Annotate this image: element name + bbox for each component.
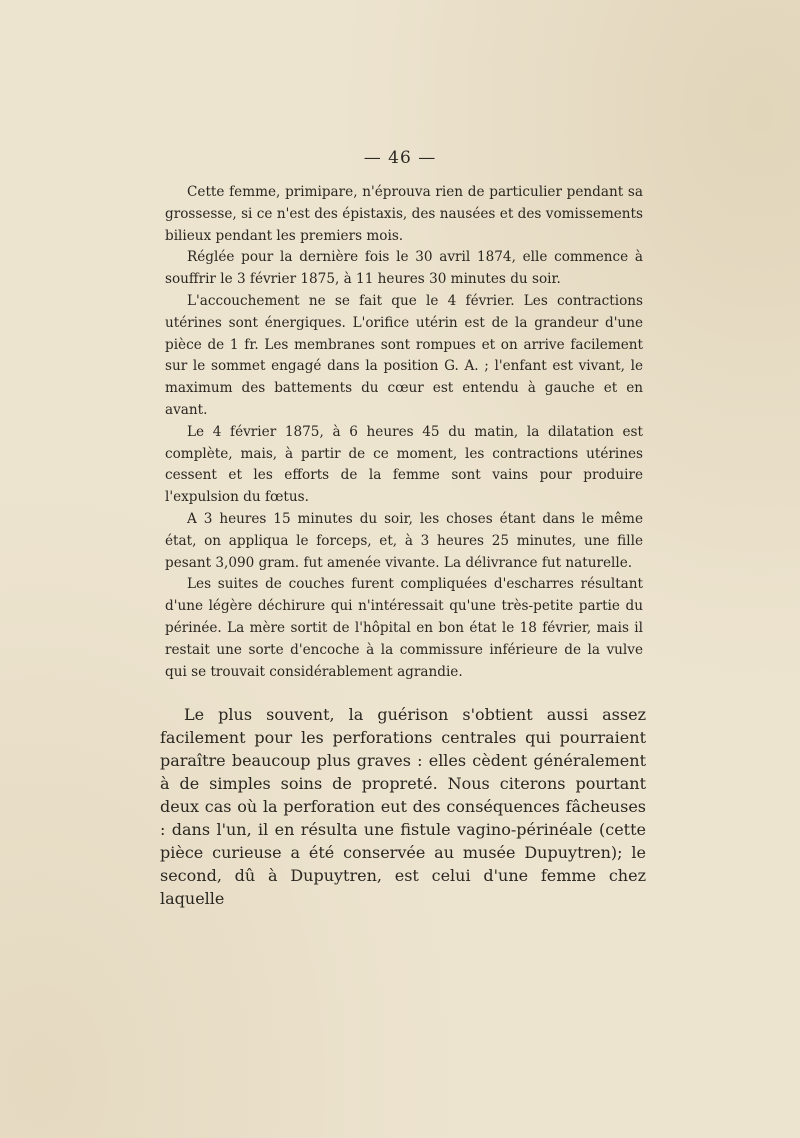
- paragraph: Le 4 février 1875, à 6 heures 45 du matin, la dilatation est complète, mais, à partir de ce moment, les contractions utérines cessent et les efforts de la femme sont vains pour produire l'expulsion du fœtus.: [165, 423, 643, 506]
- paragraph: L'accouchement ne se fait que le 4 février. Les contractions utérines sont énergiques. L'orifice utérin est de la grandeur d'une pièce de 1 fr. Les membranes sont rompues et on arrive facilement sur le sommet engagé dans la position G. A. ; l'enfant est vivant, le maximum des battements du cœur est entendu à gauche et en avant.: [165, 292, 643, 418]
- paragraph: Cette femme, primipare, n'éprouva rien de particulier pendant sa grossesse, si ce n'est des épistaxis, des nausées et des vomissements bilieux pendant les premiers mois.: [165, 184, 643, 244]
- page-number: — 46 —: [363, 148, 437, 168]
- paragraph: Réglée pour la dernière fois le 30 avril 1874, elle commence à souffrir le 3 février 1875, à 11 heures 30 minutes du soir.: [165, 249, 643, 288]
- main-text: [160, 703, 646, 910]
- paragraph: Les suites de couches furent compliquées d'escharres résultant d'une légère déchirure qui n'intéressait qu'une très-petite partie du périnée. La mère sortit de l'hôpital en bon état le 18 février, mais il restait une sorte d'encoche à la commissure inférieure de la vulve qui se trouvait considérablement agrandie.: [165, 576, 643, 680]
- paragraph: A 3 heures 15 minutes du soir, les choses étant dans le même état, on appliqua le forceps, et, à 3 heures 25 minutes, une fille pesant 3,090 gram. fut amenée vivante. La délivrance fut naturelle.: [165, 510, 643, 571]
- observation-text: [165, 182, 643, 683]
- paragraph: Le plus souvent, la guérison s'obtient aussi assez facilement pour les perforations centrales qui pourraient paraître beaucoup plus graves : elles cèdent généralement à de simples soins de propreté. Nous citerons pourtant deux cas où la perforation eut des conséquences fâcheuses : dans l'un, il en résulta une fistule vagino-périnéale (cette pièce curieuse a été conservée au musée Dupuytren); le second, dû à Dupuytren, est celui d'une femme chez laquelle: [160, 705, 646, 908]
